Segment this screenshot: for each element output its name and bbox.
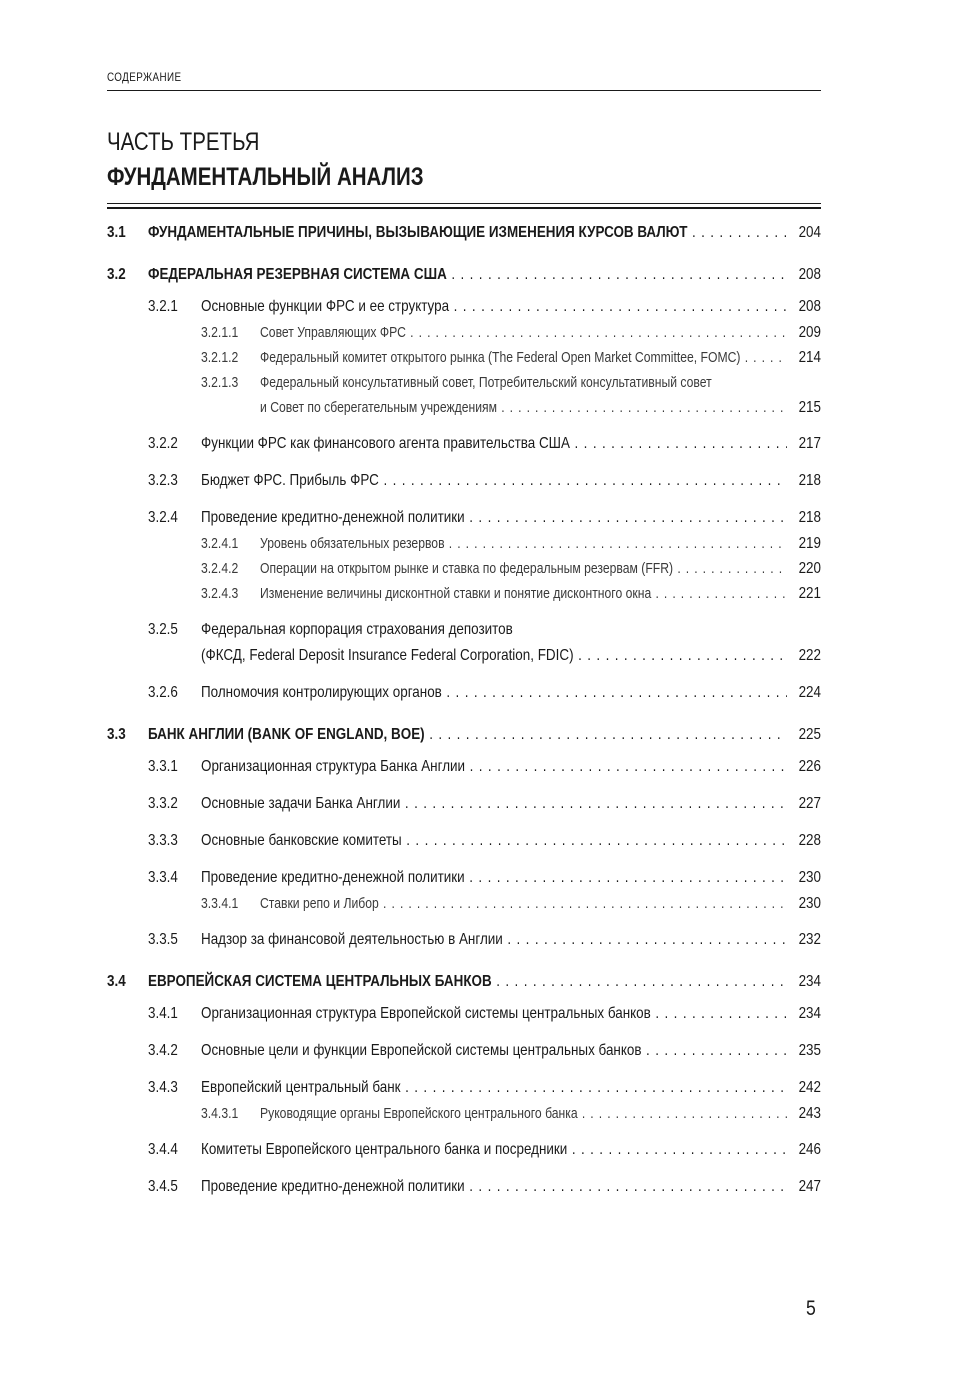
toc-entry-title-wrap — [260, 395, 787, 430]
toc-entry-leader — [201, 1001, 787, 1027]
toc-entry-title: Руководящие органы Европейского центрального банка — [260, 1106, 578, 1122]
running-head: СОДЕРЖАНИЕ — [107, 70, 182, 84]
toc-entry-title: Основные задачи Банка Англии — [201, 795, 401, 812]
toc-entry-leader — [201, 1174, 787, 1200]
toc-entry-level-3[interactable] — [107, 370, 821, 395]
toc-entry-leader — [260, 345, 787, 371]
toc-entry-level-2[interactable] — [107, 431, 821, 457]
toc-entry-leader — [148, 969, 787, 995]
toc-entry-leader — [201, 643, 787, 669]
toc-entry-title: ФЕДЕРАЛЬНАЯ РЕЗЕРВНАЯ СИСТЕМА США — [148, 266, 447, 283]
toc-entry-title: Организационная структура Европейской системы центральных банков — [201, 1005, 651, 1022]
toc-entry-level-2[interactable] — [107, 643, 821, 669]
toc-entry-level-3[interactable] — [107, 345, 821, 370]
header-rule — [107, 90, 821, 91]
toc-entry-title: Ставки репо и Либор — [260, 896, 379, 912]
toc-entry-number: 3.4.2 — [148, 1042, 178, 1059]
toc-entry-level-2[interactable] — [107, 791, 821, 817]
toc-entry-title-wrap — [148, 722, 787, 757]
toc-entry-page: 230 — [798, 895, 821, 912]
toc-entry-title-wrap — [201, 927, 787, 962]
toc-entry-title-wrap — [201, 1137, 787, 1172]
toc-entry-level-2[interactable] — [107, 468, 821, 494]
toc-entry-title: Европейский центральный банк — [201, 1079, 401, 1096]
toc-entry-level-2[interactable] — [107, 828, 821, 854]
toc-entry-title: ФУНДАМЕНТАЛЬНЫЕ ПРИЧИНЫ, ВЫЗЫВАЮЩИЕ ИЗМЕНЕНИЯ КУРСОВ ВАЛЮТ — [148, 224, 688, 241]
toc-entry-title: Комитеты Европейского центрального банка и посредники — [201, 1141, 568, 1158]
title-rule-thick — [107, 207, 821, 209]
toc-entry-number: 3.2.1 — [148, 298, 178, 315]
toc-entry-page: 222 — [798, 647, 821, 664]
toc-entry-leader — [201, 754, 787, 780]
toc-entry-level-2[interactable] — [107, 1174, 821, 1200]
toc-entry-title: Операции на открытом рынке и ставка по федеральным резервам (FFR) — [260, 561, 674, 577]
toc-entry-title: Основные цели и функции Европейской системы центральных банков — [201, 1042, 642, 1059]
toc-entry-level-2[interactable] — [107, 1075, 821, 1101]
part-label: ЧАСТЬ ТРЕТЬЯ — [107, 128, 260, 156]
toc-entry-page: 214 — [798, 349, 821, 366]
toc-entry-leader — [201, 927, 787, 953]
toc-entry-leader — [260, 581, 787, 607]
toc-entry-title: Уровень обязательных резервов — [260, 536, 445, 552]
toc-entry-title-wrap — [201, 1174, 787, 1209]
toc-entry-title-wrap — [148, 969, 787, 1004]
toc-entry-page: 235 — [798, 1042, 821, 1059]
toc-entry-page: 232 — [798, 931, 821, 948]
toc-entry-title: Организационная структура Банка Англии — [201, 758, 466, 775]
toc-entry-page: 204 — [798, 224, 821, 241]
toc-entry-level-2[interactable] — [107, 1137, 821, 1163]
title-rule-thin — [107, 203, 821, 204]
toc-entry-number: 3.1 — [107, 224, 126, 241]
toc-entry-title-wrap — [260, 1101, 787, 1136]
toc-entry-level-2[interactable] — [107, 754, 821, 780]
toc-entry-number: 3.3.1 — [148, 758, 178, 775]
toc-entry-title: Полномочия контролирующих органов — [201, 684, 442, 701]
toc-entry-number: 3.2.4.2 — [201, 561, 239, 577]
toc-entry-title: Федеральный консультативный совет, Потребительский консультативный совет — [260, 375, 712, 391]
toc-entry-title: Федеральный комитет открытого рынка (The Federal Open Market Committee, FOMC) — [260, 350, 741, 366]
toc-entry-title-wrap — [201, 431, 787, 466]
toc-entry-title-wrap — [260, 581, 787, 616]
toc-entry-level-3[interactable] — [107, 891, 821, 916]
toc-entry-page: 246 — [798, 1141, 821, 1158]
toc-entry-title-wrap — [201, 643, 787, 678]
toc-entry-level-3[interactable] — [107, 320, 821, 345]
toc-entry-leader — [260, 370, 787, 396]
toc-entry-number: 3.4 — [107, 973, 126, 990]
toc-entry-page: 219 — [798, 535, 821, 552]
toc-entry-title-wrap — [201, 754, 787, 789]
toc-entry-level-1[interactable] — [107, 262, 821, 288]
toc-entry-level-1[interactable] — [107, 969, 821, 995]
toc-entry-number: 3.4.4 — [148, 1141, 178, 1158]
toc-entry-page: 228 — [798, 832, 821, 849]
toc-entry-leader — [260, 556, 787, 582]
toc-entry-page: 215 — [798, 399, 821, 416]
toc-entry-title: Проведение кредитно-денежной политики — [201, 1178, 465, 1195]
toc-entry-number: 3.4.3 — [148, 1079, 178, 1096]
toc-entry-number: 3.2.6 — [148, 684, 178, 701]
toc-entry-leader — [260, 395, 787, 421]
toc-entry-level-2[interactable] — [107, 505, 821, 531]
toc-entry-number: 3.3.5 — [148, 931, 178, 948]
toc-entry-number: 3.3.3 — [148, 832, 178, 849]
toc-entry-level-2[interactable] — [107, 1001, 821, 1027]
toc-entry-title-wrap — [201, 791, 787, 826]
toc-entry-number: 3.2.1.3 — [201, 375, 239, 391]
toc-entry-title: (ФКСД, Federal Deposit Insurance Federal Corporation, FDIC) — [201, 647, 574, 664]
toc-entry-title: Функции ФРС как финансового агента правительства США — [201, 435, 570, 452]
toc-entry-number: 3.2.1.2 — [201, 350, 239, 366]
toc-entry-title-wrap — [201, 468, 787, 503]
toc-entry-page: 230 — [798, 869, 821, 886]
toc-entry-page: 209 — [798, 324, 821, 341]
toc-entry-leader — [260, 891, 787, 917]
page-number: 5 — [806, 1297, 816, 1320]
toc-entry-page: 242 — [798, 1079, 821, 1096]
toc-entry-title-wrap — [148, 220, 787, 255]
toc-entry-leader — [260, 531, 787, 557]
toc-entry-title-wrap — [201, 680, 787, 715]
toc-entry-level-2[interactable] — [107, 1038, 821, 1064]
toc-entry-page: 247 — [798, 1178, 821, 1195]
toc-entry-title-wrap — [201, 828, 787, 863]
toc-entry-number: 3.2.4.1 — [201, 536, 239, 552]
toc-entry-level-2[interactable] — [107, 680, 821, 706]
toc-entry-number: 3.4.3.1 — [201, 1106, 239, 1122]
toc-entry-page: 234 — [798, 973, 821, 990]
toc-entry-leader — [201, 1038, 787, 1064]
toc-entry-page: 227 — [798, 795, 821, 812]
toc-entry-title-wrap — [260, 891, 787, 926]
toc-entry-page: 217 — [798, 435, 821, 452]
toc-entry-leader — [201, 865, 787, 891]
toc-entry-number: 3.2.5 — [148, 621, 178, 638]
toc-entry-number: 3.3 — [107, 726, 126, 743]
toc-entry-page: 208 — [798, 266, 821, 283]
toc-entry-number: 3.2.4 — [148, 509, 178, 526]
toc-entry-number: 3.2 — [107, 266, 126, 283]
toc-entry-title: Проведение кредитно-денежной политики — [201, 509, 465, 526]
toc-entry-level-3[interactable] — [107, 1101, 821, 1126]
toc-entry-level-3[interactable] — [107, 395, 821, 420]
toc-entry-leader — [201, 431, 787, 457]
toc-entry-level-2[interactable] — [107, 294, 821, 320]
toc-entry-title: Федеральная корпорация страхования депозитов — [201, 621, 513, 638]
toc-entry-leader — [201, 294, 787, 320]
toc-entry-leader — [260, 1101, 787, 1127]
toc-entry-level-3[interactable] — [107, 556, 821, 581]
toc-entry-leader — [148, 220, 787, 246]
toc-entry-title: Надзор за финансовой деятельностью в Англии — [201, 931, 503, 948]
toc-entry-title: Бюджет ФРС. Прибыль ФРС — [201, 472, 379, 489]
toc-entry-number: 3.2.1.1 — [201, 325, 239, 341]
toc-entry-page: 225 — [798, 726, 821, 743]
part-title: ФУНДАМЕНТАЛЬНЫЙ АНАЛИЗ — [107, 163, 424, 191]
toc-entry-page: 220 — [798, 560, 821, 577]
toc-entry-leader — [201, 680, 787, 706]
toc-entry-level-3[interactable] — [107, 531, 821, 556]
toc-entry-title: БАНК АНГЛИИ (BANK OF ENGLAND, BOE) — [148, 726, 425, 743]
toc-entry-title: Проведение кредитно-денежной политики — [201, 869, 465, 886]
toc-entry-leader — [201, 617, 787, 643]
toc-entry-level-1[interactable] — [107, 722, 821, 748]
toc-entry-leader — [201, 1075, 787, 1101]
toc-entry-title: Основные функции ФРС и ее структура — [201, 298, 450, 315]
toc-entry-number: 3.3.4 — [148, 869, 178, 886]
toc-entry-leader — [201, 828, 787, 854]
toc-entry-leader — [201, 468, 787, 494]
toc-entry-page: 221 — [798, 585, 821, 602]
toc-entry-title: ЕВРОПЕЙСКАЯ СИСТЕМА ЦЕНТРАЛЬНЫХ БАНКОВ — [148, 973, 492, 990]
toc-entry-number: 3.2.4.3 — [201, 586, 239, 602]
toc-entry-level-2[interactable] — [107, 927, 821, 953]
toc-entry-level-3[interactable] — [107, 581, 821, 606]
toc-entry-leader — [260, 320, 787, 346]
toc-entry-number: 3.3.2 — [148, 795, 178, 812]
toc-entry-number: 3.2.2 — [148, 435, 178, 452]
toc-entry-page: 226 — [798, 758, 821, 775]
table-of-contents — [107, 220, 821, 1200]
toc-entry-leader — [148, 722, 787, 748]
toc-entry-title-wrap — [201, 1001, 787, 1036]
toc-entry-page: 218 — [798, 472, 821, 489]
toc-entry-number: 3.4.1 — [148, 1005, 178, 1022]
toc-entry-title: Изменение величины дисконтной ставки и понятие дисконтного окна — [260, 586, 652, 602]
toc-entry-number: 3.4.5 — [148, 1178, 178, 1195]
toc-entry-leader — [201, 1137, 787, 1163]
toc-entry-title-wrap — [148, 262, 787, 297]
toc-entry-page: 208 — [798, 298, 821, 315]
toc-entry-title: и Совет по сберегательным учреждениям — [260, 400, 497, 416]
toc-entry-leader — [201, 791, 787, 817]
toc-entry-number: 3.2.3 — [148, 472, 178, 489]
toc-entry-page: 218 — [798, 509, 821, 526]
toc-entry-level-2[interactable] — [107, 865, 821, 891]
toc-entry-page: 243 — [798, 1105, 821, 1122]
toc-entry-level-2[interactable] — [107, 617, 821, 643]
toc-entry-page: 224 — [798, 684, 821, 701]
toc-entry-page: 234 — [798, 1005, 821, 1022]
toc-entry-title: Совет Управляющих ФРС — [260, 325, 406, 341]
toc-entry-level-1[interactable] — [107, 220, 821, 246]
toc-entry-title: Основные банковские комитеты — [201, 832, 402, 849]
toc-entry-leader — [201, 505, 787, 531]
toc-entry-leader — [148, 262, 787, 288]
toc-entry-number: 3.3.4.1 — [201, 896, 239, 912]
toc-entry-title-wrap — [201, 1038, 787, 1073]
